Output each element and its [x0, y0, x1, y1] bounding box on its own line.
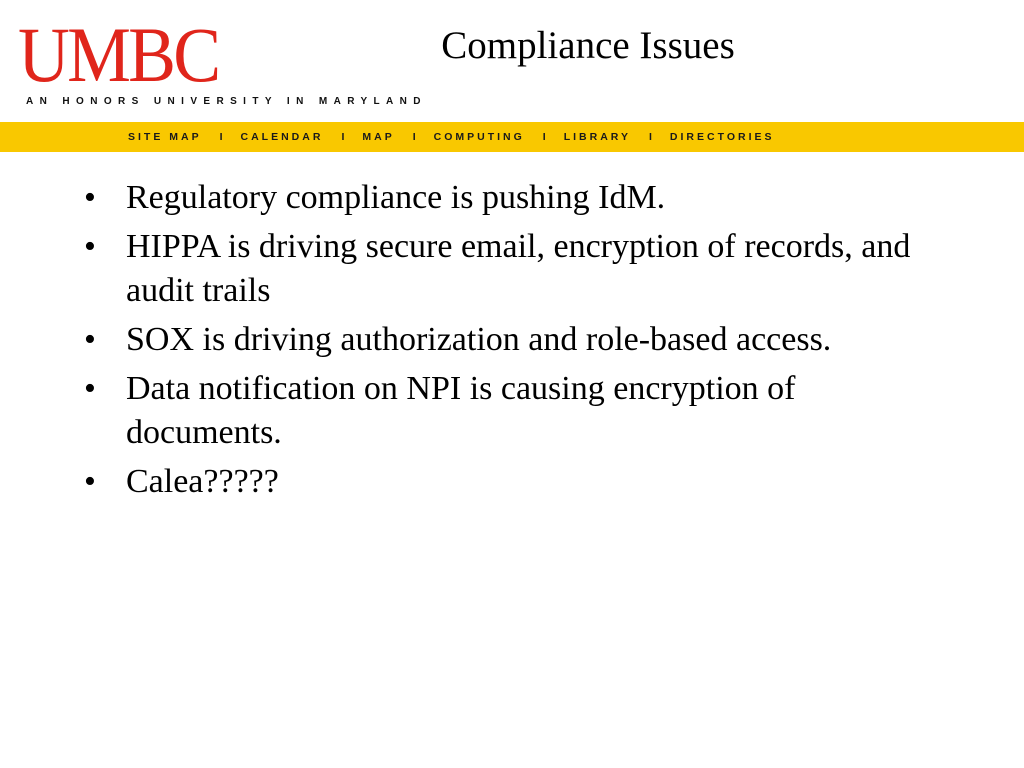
- nav-separator: I: [412, 131, 416, 143]
- umbc-logo[interactable]: UMBC: [18, 11, 219, 98]
- bullet-text: Regulatory compliance is pushing IdM.: [126, 179, 666, 216]
- bullet-icon: •: [84, 228, 96, 265]
- top-navigation-bar: [0, 122, 1024, 152]
- bullet-item: [84, 367, 944, 455]
- bullet-text: Calea?????: [126, 463, 279, 500]
- nav-link-computing[interactable]: COMPUTING: [433, 131, 525, 143]
- nav-link-library[interactable]: LIBRARY: [563, 131, 631, 143]
- bullet-text: SOX is driving authorization and role-based access.: [126, 321, 832, 358]
- bullet-icon: •: [84, 179, 96, 216]
- bullet-item: [84, 225, 944, 313]
- bullet-item: [84, 460, 944, 504]
- bullet-text: HIPPA is driving secure email, encryption of records, and audit trails: [126, 228, 911, 309]
- bullet-icon: •: [84, 463, 96, 500]
- nav-separator: I: [649, 131, 652, 143]
- nav-separator: I: [341, 131, 345, 143]
- bullet-item: [84, 318, 944, 362]
- bullet-text: Data notification on NPI is causing encryption of documents.: [126, 370, 796, 451]
- nav-link-site-map[interactable]: SITE MAP: [128, 131, 202, 143]
- bullet-list: [84, 176, 944, 509]
- bullet-icon: •: [84, 370, 96, 407]
- nav-separator: I: [219, 131, 223, 143]
- nav-separator: I: [542, 131, 546, 143]
- nav-link-directories[interactable]: DIRECTORIES: [669, 131, 775, 143]
- bullet-item: [84, 176, 944, 220]
- bullet-icon: •: [84, 321, 96, 358]
- nav-link-calendar[interactable]: CALENDAR: [240, 131, 324, 143]
- slide-title: Compliance Issues: [441, 24, 735, 67]
- university-tagline: AN HONORS UNIVERSITY IN MARYLAND: [26, 96, 427, 107]
- navigation-links: [128, 122, 775, 152]
- nav-link-map[interactable]: MAP: [362, 131, 395, 143]
